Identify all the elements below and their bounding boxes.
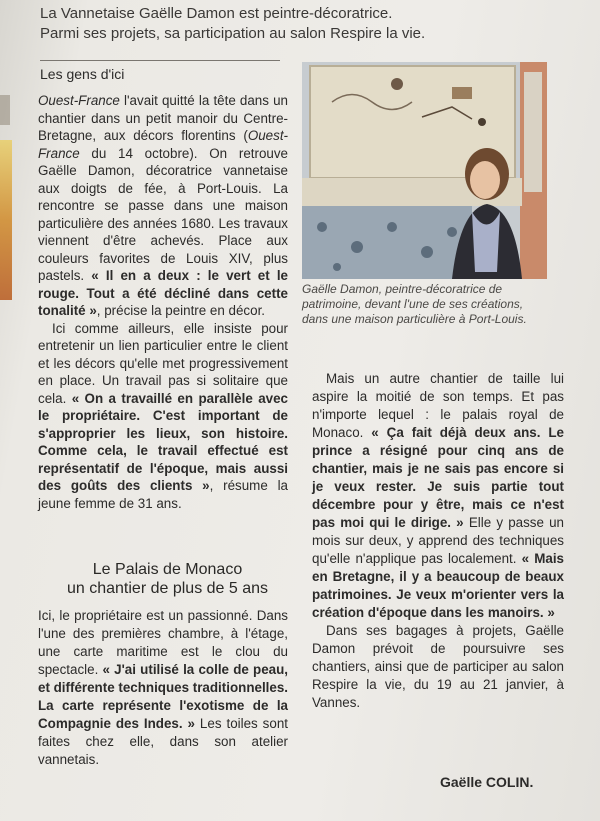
text: Ici comme ailleurs, elle insiste pour entretenir un lien particulier entre le client et les décors qu'elle met progressivement en place. Un travail pas si solitaire que cela.: [38, 320, 288, 406]
deck-line-1: La Vannetaise Gaëlle Damon est peintre-décoratrice.: [40, 5, 393, 22]
author-byline: Gaëlle COLIN.: [440, 774, 534, 790]
quote: « Ça fait déjà deux ans. Le prince a résigné pour cinq ans de chantier, mais je ne sais pas encore si je veux rester. Je suis partie tout décembre pour y être, mais ce n'est pas moi qui le dirige. »: [312, 425, 564, 530]
subheading-line-2: un chantier de plus de 5 ans: [66, 580, 269, 597]
adjacent-photo-edge: [0, 95, 10, 125]
paragraph: Dans ses bagages à projets, Gaëlle Damon prévoit de poursuivre ses chantiers, ainsi que de participer au salon Respire la vie, du 19 au 21 janvier, à Vannes.: [312, 623, 564, 710]
quote: « J'ai utilisé la colle de peau, et différente techniques traditionnelles. La carte représente l'exotisme de la Compagnie des Indes. »: [38, 662, 289, 731]
article-column-right: [312, 370, 564, 712]
text: Les toiles sont faites chez elle, dans son atelier vannetais.: [38, 716, 288, 767]
text: , résume la jeune femme de 31 ans.: [38, 478, 288, 511]
photo-illustration: [302, 62, 547, 279]
publication-name: Ouest-France: [38, 128, 288, 161]
article-deck: [40, 4, 570, 44]
paragraph: [38, 320, 288, 513]
article-photo: [302, 62, 547, 279]
quote: « Il en a deux : le vert et le rouge. Tout a été décliné dans cette tonalité »: [38, 268, 289, 318]
text: Mais un autre chantier de taille lui aspire la moitié de son temps. Et pas n'importe lequel : le palais royal de Monaco.: [312, 371, 564, 440]
article-column-left: [38, 92, 288, 512]
photo-caption: Gaëlle Damon, peintre-décoratrice de patrimoine, devant l'une de ses créations, dans une maison particulière à Port-Louis.: [302, 282, 527, 326]
section-rubric: Les gens d'ici: [40, 60, 280, 83]
text: du 14 octobre). On retrouve Gaëlle Damon, décoratrice vannetaise aux doigts de fée, à Port-Louis. La rencontre se passe dans une maison particulière des années 1680. Les travaux viennent d'être achevés. Place aux couleurs favorites de Louis XIV, plus pastels.: [38, 145, 288, 283]
article-column-bottom-left: [38, 607, 288, 769]
deck-line-2: Parmi ses projets, sa participation au salon Respire la vie.: [40, 25, 426, 42]
text: , précise la peintre en décor.: [96, 303, 266, 318]
text: l'avait quitté la tête dans un chantier dans un petit manoir du Centre-Bretagne, aux décors florentins (: [38, 93, 288, 143]
publication-name: Ouest-France: [38, 93, 120, 108]
paragraph: [38, 607, 288, 769]
text: Elle y passe un mois sur deux, y apprend des techniques qu'elle n'applique pas localement.: [312, 515, 564, 566]
paragraph: [312, 370, 564, 622]
text: Ici, le propriétaire est un passionné. Dans l'une des premières chambre, à l'étage, une carte maritime est le clou du spectacle.: [38, 608, 288, 677]
quote: « Mais en Bretagne, il y a beaucoup de beaux patrimoines. Je veux m'orienter vers la création d'époque dans les manoirs. »: [312, 551, 564, 620]
paragraph: [38, 92, 288, 320]
quote: « On a travaillé en parallèle avec le propriétaire. C'est important de s'approprier les lieux, son histoire. Comme cela, le travail effectué est représentatif de l'époque, mais aussi des goûts des clients »: [38, 390, 288, 493]
subheading-line-1: Le Palais de Monaco: [92, 561, 243, 578]
subheading: [45, 560, 290, 598]
adjacent-photo-edge-colored: [0, 140, 12, 300]
